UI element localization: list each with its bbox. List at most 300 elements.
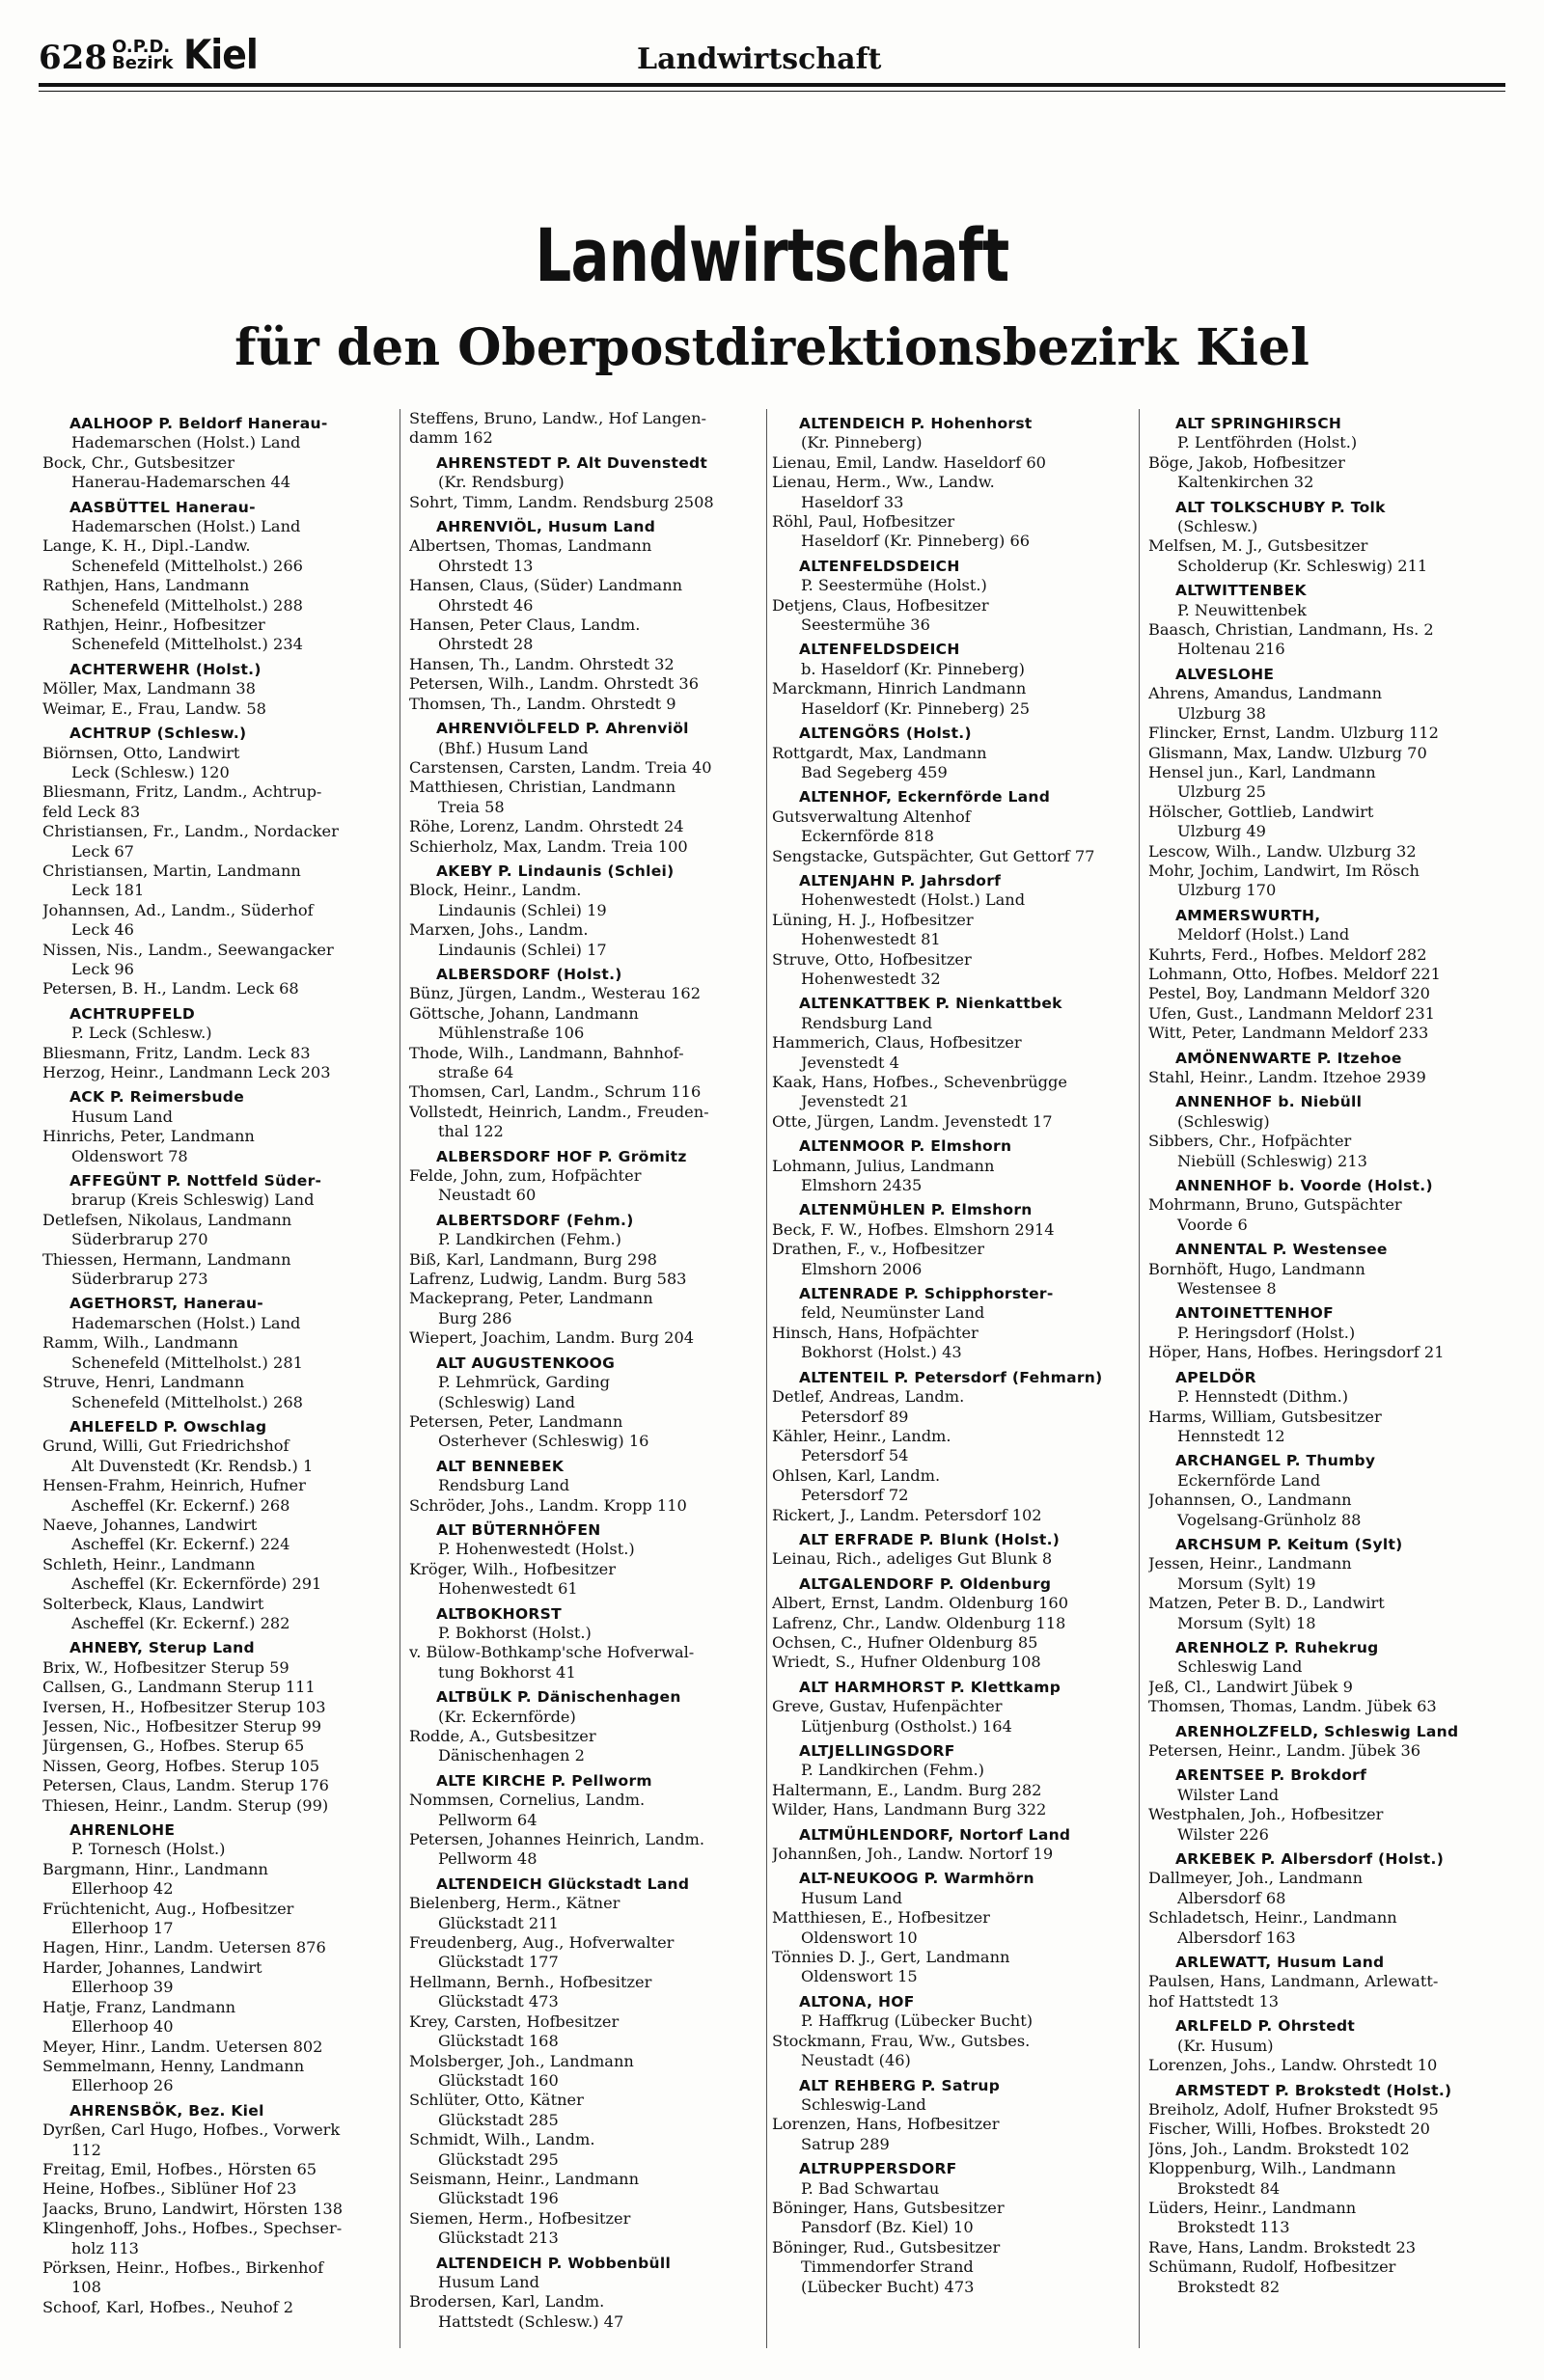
running-head — [39, 25, 1505, 83]
locality-heading: ARMSTEDT P. Brokstedt (Holst.) — [1175, 2081, 1452, 2099]
entry-continuation: P. Neuwittenbek — [1177, 600, 1307, 619]
directory-entry: Brix, W., Hofbesitzer Sterup 59 — [42, 1657, 290, 1677]
entry-continuation: Neustadt 60 — [438, 1186, 537, 1205]
entry-continuation: Burg 286 — [438, 1308, 512, 1327]
locality-heading: AHLEFELD P. Owschlag — [69, 1417, 267, 1436]
directory-entry: Pörksen, Heinr., Hofbes., Birkenhof — [42, 2257, 324, 2277]
directory-entry: Stockmann, Frau, Ww., Gutsbes. — [772, 2031, 1031, 2050]
locality-heading: ALTENKATTBEK P. Nienkattbek — [799, 995, 1062, 1013]
entry-continuation: Brokstedt 113 — [1177, 2218, 1290, 2237]
locality-heading: ALTENFELDSDEICH — [799, 641, 960, 659]
directory-entry: Hinrichs, Peter, Landmann — [42, 1127, 255, 1146]
locality-heading: ALT REHBERG P. Satrup — [799, 2076, 1001, 2094]
entry-continuation: Seestermühe 36 — [801, 616, 930, 635]
locality-heading: ALBERTSDORF (Fehm.) — [436, 1211, 634, 1229]
locality-heading: ALT SPRINGHIRSCH — [1175, 415, 1342, 432]
entry-continuation: Ellerhoop 42 — [71, 1879, 174, 1899]
entry-continuation: Ulzburg 38 — [1177, 703, 1266, 723]
locality-heading: AALHOOP P. Beldorf Hanerau- — [69, 415, 328, 432]
entry-continuation: Scholderup (Kr. Schleswig) 211 — [1177, 556, 1428, 575]
directory-entry: Paulsen, Hans, Landmann, Arlewatt- — [1148, 1972, 1439, 1991]
entry-continuation: Oldenswort 78 — [71, 1146, 188, 1165]
entry-continuation: Lindaunis (Schlei) 17 — [438, 940, 607, 959]
district-name: Kiel — [183, 31, 258, 78]
directory-column-1 — [42, 409, 390, 2348]
directory-entry: Ramm, Wilh., Landmann — [42, 1333, 238, 1353]
entry-continuation: Pellworm 64 — [438, 1810, 538, 1829]
entry-continuation: Ulzburg 49 — [1177, 822, 1266, 841]
locality-heading: ALTGALENDORF P. Oldenburg — [799, 1574, 1052, 1593]
entry-continuation: P. Leck (Schlesw.) — [71, 1024, 212, 1043]
entry-continuation: Haseldorf (Kr. Pinneberg) 66 — [801, 532, 1031, 551]
entry-continuation: Pellworm 48 — [438, 1849, 538, 1869]
directory-entry: Jeß, Cl., Landwirt Jübek 9 — [1148, 1677, 1353, 1696]
entry-continuation: Glückstadt 168 — [438, 2032, 559, 2051]
locality-heading: ACHTERWEHR (Holst.) — [69, 660, 262, 678]
directory-entry: Wriedt, S., Hufner Oldenburg 108 — [772, 1653, 1041, 1672]
directory-entry: Witt, Peter, Landmann Meldorf 233 — [1148, 1024, 1429, 1043]
entry-continuation: Hohenwestedt 32 — [801, 969, 941, 988]
entry-continuation: Glückstadt 285 — [438, 2110, 559, 2129]
locality-heading: ALTENRADE P. Schipphorster- — [799, 1285, 1054, 1303]
entry-continuation: Hanerau-Hademarschen 44 — [71, 473, 291, 492]
entry-continuation: Ohrstedt 13 — [438, 556, 534, 575]
entry-continuation: P. Haffkrug (Lübecker Bucht) — [801, 2011, 1034, 2031]
page-number: 628 — [39, 39, 107, 77]
entry-continuation: Hohenwestedt 61 — [438, 1579, 578, 1599]
entry-continuation: P. Lentföhrden (Holst.) — [1177, 433, 1358, 452]
locality-heading: ARENHOLZ P. Ruhekrug — [1175, 1638, 1379, 1656]
directory-entry: Matthiesen, E., Hofbesitzer — [772, 1908, 990, 1928]
locality-heading: ALTENDEICH P. Hohenhorst — [799, 415, 1033, 432]
directory-entry: Greve, Gustav, Hufenpächter — [772, 1697, 1003, 1716]
locality-heading: AHRENLOHE — [69, 1821, 176, 1840]
entry-continuation: P. Seestermühe (Holst.) — [801, 576, 987, 595]
entry-continuation: (Schleswig) Land — [438, 1392, 576, 1411]
directory-entry: Pestel, Boy, Landmann Meldorf 320 — [1148, 984, 1430, 1003]
entry-continuation: Schenefeld (Mittelholst.) 268 — [71, 1392, 303, 1411]
entry-continuation: (Schleswig) — [1177, 1111, 1270, 1131]
directory-entry: Carstensen, Carsten, Landm. Treia 40 — [409, 757, 712, 777]
entry-continuation: P. Bad Schwartau — [801, 2178, 940, 2198]
directory-entry: Mohrmann, Bruno, Gutspächter — [1148, 1195, 1402, 1215]
directory-entry: Haltermann, E., Landm. Burg 282 — [772, 1780, 1042, 1799]
locality-heading: ANTOINETTENHOF — [1175, 1304, 1335, 1323]
directory-entry: Jaacks, Bruno, Landwirt, Hörsten 138 — [42, 2199, 344, 2218]
directory-entry: Petersen, Heinr., Landm. Jübek 36 — [1148, 1741, 1421, 1760]
directory-entry: Hansen, Claus, (Süder) Landmann — [409, 576, 683, 595]
directory-entry: Otte, Jürgen, Landm. Jevenstedt 17 — [772, 1111, 1053, 1131]
directory-entry: Biörnsen, Otto, Landwirt — [42, 743, 240, 762]
directory-entry: Hansen, Peter Claus, Landm. — [409, 616, 641, 635]
locality-heading: ARENHOLZFELD, Schleswig Land — [1175, 1722, 1459, 1740]
directory-entry: Bliesmann, Fritz, Landm. Leck 83 — [42, 1043, 311, 1062]
entry-continuation: Hohenwestedt 81 — [801, 930, 941, 949]
directory-entry: Böge, Jakob, Hofbesitzer — [1148, 452, 1345, 472]
directory-entry: Freudenberg, Aug., Hofverwalter — [409, 1933, 675, 1953]
directory-entry: Sohrt, Timm, Landm. Rendsburg 2508 — [409, 492, 714, 511]
directory-entry: Bornhöft, Hugo, Landmann — [1148, 1259, 1365, 1278]
directory-entry: Nommsen, Cornelius, Landm. — [409, 1791, 646, 1810]
directory-entry: Callsen, G., Landmann Sterup 111 — [42, 1678, 316, 1697]
directory-entry: Hinsch, Hans, Hofpächter — [772, 1323, 979, 1342]
directory-entry: v. Bülow-Bothkamp'sche Hofverwal- — [409, 1643, 695, 1662]
directory-entry: Flincker, Ernst, Landm. Ulzburg 112 — [1148, 724, 1439, 743]
directory-entry: Klingenhoff, Johs., Hofbes., Spechser- — [42, 2219, 343, 2238]
locality-heading: ARLEWATT, Husum Land — [1175, 1954, 1385, 1972]
entry-continuation: Rendsburg Land — [801, 1013, 933, 1032]
directory-entry: Petersen, B. H., Landm. Leck 68 — [42, 979, 299, 999]
directory-entry: Stahl, Heinr., Landm. Itzehoe 2939 — [1148, 1068, 1426, 1086]
locality-heading: ALTENHOF, Eckernförde Land — [799, 788, 1051, 807]
directory-entry: Höper, Hans, Hofbes. Heringsdorf 21 — [1148, 1343, 1445, 1362]
entry-continuation: 112 — [71, 2140, 101, 2159]
directory-entry: Früchtenicht, Aug., Hofbesitzer — [42, 1899, 294, 1918]
directory-entry: Detlef, Andreas, Landm. — [772, 1387, 965, 1407]
directory-entry: Krey, Carsten, Hofbesitzer — [409, 2011, 620, 2031]
locality-heading: AHRENSBÖK, Bez. Kiel — [69, 2101, 264, 2120]
directory-entry: Böninger, Rud., Gutsbesitzer — [772, 2237, 1001, 2257]
directory-entry: Baasch, Christian, Landmann, Hs. 2 — [1148, 620, 1434, 640]
directory-entry: Heine, Hofbes., Siblüner Hof 23 — [42, 2179, 297, 2199]
locality-heading: ALT HARMHORST P. Klettkamp — [799, 1678, 1062, 1696]
entry-continuation: Westensee 8 — [1177, 1279, 1277, 1299]
directory-entry: Rickert, J., Landm. Petersdorf 102 — [772, 1505, 1042, 1524]
directory-entry: Hölscher, Gottlieb, Landwirt — [1148, 802, 1374, 821]
entry-continuation: P. Hennstedt (Dithm.) — [1177, 1387, 1349, 1407]
locality-heading: ALT AUGUSTENKOOG — [436, 1354, 616, 1372]
locality-heading: AFFEGÜNT P. Nottfeld Süder- — [69, 1172, 322, 1190]
directory-entry: Leinau, Rich., adeliges Gut Blunk 8 — [772, 1549, 1053, 1569]
directory-entry: Schröder, Johs., Landm. Kropp 110 — [409, 1495, 687, 1515]
directory-entry: Hensel jun., Karl, Landmann — [1148, 762, 1376, 781]
directory-entry: Brodersen, Karl, Landm. — [409, 2292, 605, 2312]
directory-entry: Block, Heinr., Landm. — [409, 881, 582, 900]
directory-entry: Kaak, Hans, Hofbes., Schevenbrügge — [772, 1073, 1067, 1091]
entry-continuation: Alt Duvenstedt (Kr. Rendsb.) 1 — [71, 1456, 314, 1475]
directory-entry: Jöns, Joh., Landm. Brokstedt 102 — [1148, 2139, 1410, 2158]
directory-entry: Lienau, Herm., Ww., Landw. — [772, 473, 995, 492]
directory-entry: Wilder, Hans, Landmann Burg 322 — [772, 1800, 1047, 1819]
locality-heading: ACK P. Reimersbude — [69, 1088, 245, 1107]
locality-heading: ALTENDEICH Glückstadt Land — [436, 1874, 690, 1893]
locality-heading: ARLFELD P. Ohrstedt — [1175, 2017, 1356, 2036]
entry-continuation: Satrup 289 — [801, 2134, 890, 2153]
entry-continuation: Elmshorn 2435 — [801, 1176, 923, 1195]
entry-continuation: Voorde 6 — [1177, 1215, 1248, 1234]
directory-entry: Struve, Otto, Hofbesitzer — [772, 949, 972, 969]
locality-heading: ALTJELLINGSDORF — [799, 1742, 955, 1760]
directory-entry: Matzen, Peter B. D., Landwirt — [1148, 1594, 1385, 1613]
entry-continuation: straße 64 — [438, 1063, 514, 1081]
directory-entry: Dallmeyer, Joh., Landmann — [1148, 1869, 1364, 1888]
entry-continuation: (Kr. Husum) — [1177, 2036, 1274, 2055]
directory-entry: Göttsche, Johann, Landmann — [409, 1003, 639, 1023]
entry-continuation: Hademarschen (Holst.) Land — [71, 1313, 301, 1332]
entry-continuation: Hennstedt 12 — [1177, 1426, 1285, 1445]
entry-continuation: Oldenswort 15 — [801, 1967, 918, 1986]
directory-entry: Thomsen, Thomas, Landm. Jübek 63 — [1148, 1697, 1437, 1716]
directory-entry: Mackeprang, Peter, Landmann — [409, 1289, 653, 1308]
locality-heading: ARCHSUM P. Keitum (Sylt) — [1175, 1535, 1403, 1553]
directory-entry: Rodde, A., Gutsbesitzer — [409, 1727, 596, 1745]
directory-entry: Vollstedt, Heinrich, Landm., Freuden- — [409, 1102, 709, 1121]
entry-continuation: Ascheffel (Kr. Eckernf.) 224 — [71, 1535, 290, 1554]
opd-line-2: Bezirk — [112, 53, 174, 73]
entry-continuation: Eckernförde 818 — [801, 827, 934, 846]
directory-entry: Lüning, H. J., Hofbesitzer — [772, 910, 974, 929]
entry-continuation: Leck 96 — [71, 959, 134, 978]
entry-continuation: Schleswig-Land — [801, 2094, 926, 2114]
directory-entry: Röhl, Paul, Hofbesitzer — [772, 512, 955, 532]
entry-continuation: Wilster 226 — [1177, 1824, 1269, 1844]
directory-entry: Westphalen, Joh., Hofbesitzer — [1148, 1805, 1384, 1824]
directory-entry: Tönnies D. J., Gert, Landmann — [772, 1948, 1010, 1967]
entry-continuation: Oldenswort 10 — [801, 1928, 918, 1947]
entry-continuation: Hademarschen (Holst.) Land — [71, 433, 301, 452]
locality-heading: ALT BÜTERNHÖFEN — [436, 1520, 601, 1539]
entry-continuation: Lütjenburg (Ostholst.) 164 — [801, 1716, 1012, 1736]
entry-continuation: brarup (Kreis Schleswig) Land — [71, 1190, 315, 1210]
entry-continuation: Glückstadt 295 — [438, 2149, 559, 2169]
directory-entry: Lange, K. H., Dipl.-Landw. — [42, 536, 251, 556]
directory-entry: Ahrens, Amandus, Landmann — [1148, 684, 1382, 703]
entry-continuation: b. Haseldorf (Kr. Pinneberg) — [801, 659, 1025, 678]
locality-heading: ALTBÜLK P. Dänischenhagen — [436, 1688, 681, 1707]
entry-continuation: Haseldorf 33 — [801, 492, 904, 511]
entry-continuation: P. Hohenwestedt (Holst.) — [438, 1540, 635, 1559]
header-rule-thick — [39, 83, 1505, 87]
directory-entry: Drathen, F., v., Hofbesitzer — [772, 1240, 985, 1259]
locality-heading: AASBÜTTEL Hanerau- — [69, 498, 256, 516]
entry-continuation: Pansdorf (Bz. Kiel) 10 — [801, 2218, 974, 2237]
entry-continuation: Elmshorn 2006 — [801, 1259, 923, 1278]
entry-continuation: Morsum (Sylt) 18 — [1177, 1613, 1316, 1632]
directory-entry: Lorenzen, Johs., Landw. Ohrstedt 10 — [1148, 2056, 1438, 2075]
directory-entry: Rottgardt, Max, Landmann — [772, 743, 987, 762]
directory-entry: Hellmann, Bernh., Hofbesitzer — [409, 1972, 652, 1991]
locality-heading: ALTENFELDSDEICH — [799, 557, 960, 575]
entry-continuation: Brokstedt 82 — [1177, 2277, 1281, 2296]
directory-column-4 — [1148, 409, 1502, 2348]
entry-continuation: Ulzburg 25 — [1177, 782, 1266, 802]
entry-continuation: Schenefeld (Mittelholst.) 281 — [71, 1353, 303, 1372]
entry-continuation: Schleswig Land — [1177, 1657, 1303, 1677]
entry-continuation: Timmendorfer Strand — [801, 2257, 974, 2277]
directory-entry: Freitag, Emil, Hofbes., Hörsten 65 — [42, 2159, 317, 2178]
directory-entry: Sengstacke, Gutspächter, Gut Gettorf 77 — [772, 846, 1095, 865]
entry-continuation: Ellerhoop 17 — [71, 1919, 174, 1938]
directory-entry: Naeve, Johannes, Landwirt — [42, 1515, 258, 1534]
entry-continuation: Niebüll (Schleswig) 213 — [1177, 1151, 1367, 1170]
entry-continuation: Wilster Land — [1177, 1785, 1280, 1804]
entry-continuation: feld, Neumünster Land — [801, 1303, 985, 1323]
directory-entry: Felde, John, zum, Hofpächter — [409, 1166, 642, 1186]
locality-heading: ALTENMOOR P. Elmshorn — [799, 1137, 1012, 1156]
entry-continuation: Petersdorf 72 — [801, 1486, 909, 1505]
directory-entry: Struve, Henri, Landmann — [42, 1373, 245, 1392]
entry-continuation: Ellerhoop 40 — [71, 2017, 174, 2037]
entry-continuation: P. Landkirchen (Fehm.) — [438, 1230, 621, 1249]
locality-heading: ANNENHOF b. Voorde (Holst.) — [1175, 1177, 1433, 1195]
entry-continuation: P. Heringsdorf (Holst.) — [1177, 1323, 1356, 1342]
entry-continuation: Hademarschen (Holst.) Land — [71, 517, 301, 536]
directory-entry: Schierholz, Max, Landm. Treia 100 — [409, 836, 688, 856]
directory-entry: Kloppenburg, Wilh., Landmann — [1148, 2159, 1396, 2178]
entry-continuation: Eckernförde Land — [1177, 1470, 1321, 1490]
directory-column-2 — [409, 409, 768, 2348]
directory-entry: Wiepert, Joachim, Landm. Burg 204 — [409, 1328, 695, 1348]
entry-continuation: Petersdorf 89 — [801, 1407, 909, 1426]
entry-continuation: Morsum (Sylt) 19 — [1177, 1573, 1316, 1593]
entry-continuation: (Kr. Rendsburg) — [438, 473, 565, 492]
entry-continuation: thal 122 — [438, 1122, 504, 1141]
directory-entry: Rathjen, Hans, Landmann — [42, 576, 250, 595]
directory-entry: Dyrßen, Carl Hugo, Hofbes., Vorwerk — [42, 2120, 341, 2140]
section-name: Landwirtschaft — [637, 42, 882, 76]
locality-heading: ALT ERFRADE P. Blunk (Holst.) — [799, 1530, 1061, 1548]
entry-continuation: Glückstadt 211 — [438, 1913, 559, 1932]
directory-entry: Röhe, Lorenz, Landm. Ohrstedt 24 — [409, 817, 684, 836]
entry-continuation: Glückstadt 213 — [438, 2229, 559, 2248]
locality-heading: ACHTRUP (Schlesw.) — [69, 725, 247, 743]
locality-heading: AHRENVIÖLFELD P. Ahrenviöl — [436, 720, 689, 738]
directory-entry: Johannsen, O., Landmann — [1148, 1491, 1352, 1510]
locality-heading: ALTMÜHLENDORF, Nortorf Land — [799, 1825, 1071, 1844]
directory-entry: Petersen, Wilh., Landm. Ohrstedt 36 — [409, 674, 700, 694]
directory-entry: Bielenberg, Herm., Kätner — [409, 1894, 620, 1913]
directory-entry: Rave, Hans, Landm. Brokstedt 23 — [1148, 2237, 1417, 2257]
entry-continuation: Glückstadt 177 — [438, 1953, 559, 1972]
directory-entry: Thomsen, Carl, Landm., Schrum 116 — [409, 1082, 702, 1102]
entry-continuation: P. Landkirchen (Fehm.) — [801, 1761, 984, 1780]
locality-heading: AMÖNENWARTE P. Itzehoe — [1175, 1049, 1402, 1067]
directory-entry: Ufen, Gust., Landmann Meldorf 231 — [1148, 1003, 1435, 1023]
directory-entry: Grund, Willi, Gut Friedrichshof — [42, 1436, 290, 1456]
entry-continuation: tung Bokhorst 41 — [438, 1662, 576, 1682]
directory-entry: feld Leck 83 — [42, 802, 141, 821]
entry-continuation: Schenefeld (Mittelholst.) 288 — [71, 595, 303, 615]
locality-heading: ACHTRUPFELD — [69, 1004, 196, 1023]
locality-heading: ALTENJAHN P. Jahrsdorf — [799, 871, 1002, 889]
entry-continuation: 108 — [71, 2278, 101, 2297]
entry-continuation: Glückstadt 196 — [438, 2189, 559, 2208]
directory-entry: Thiessen, Hermann, Landmann — [42, 1249, 291, 1269]
entry-continuation: Schenefeld (Mittelholst.) 234 — [71, 635, 303, 654]
entry-continuation: Hattstedt (Schlesw.) 47 — [438, 2312, 624, 2331]
locality-heading: ALTBOKHORST — [436, 1604, 563, 1623]
directory-entry: Harms, William, Gutsbesitzer — [1148, 1407, 1382, 1426]
entry-continuation: (Schlesw.) — [1177, 517, 1258, 536]
entry-continuation: Brokstedt 84 — [1177, 2178, 1281, 2198]
directory-entry: Lafrenz, Ludwig, Landm. Burg 583 — [409, 1270, 687, 1289]
directory-entry: Ohlsen, Karl, Landm. — [772, 1465, 941, 1485]
directory-entry: Jürgensen, G., Hofbes. Sterup 65 — [42, 1737, 305, 1756]
entry-continuation: P. Lehmrück, Garding — [438, 1373, 610, 1392]
directory-entry: Marxen, Johs., Landm. — [409, 920, 589, 940]
directory-entry: Lohmann, Otto, Hofbes. Meldorf 221 — [1148, 964, 1441, 983]
directory-entry: Siemen, Herm., Hofbesitzer — [409, 2208, 631, 2228]
entry-continuation: Albersdorf 163 — [1177, 1928, 1296, 1947]
directory-entry: Detlefsen, Nikolaus, Landmann — [42, 1210, 292, 1229]
directory-entry: Hensen-Frahm, Heinrich, Hufner — [42, 1476, 306, 1495]
opd-label — [112, 39, 173, 71]
directory-entry: Weimar, E., Frau, Landw. 58 — [42, 698, 266, 718]
directory-entry: Schlüter, Otto, Kätner — [409, 2091, 584, 2110]
directory-entry: Johannßen, Joh., Landw. Nortorf 19 — [772, 1845, 1054, 1864]
entry-continuation: Treia 58 — [438, 797, 505, 816]
directory-entry: Fischer, Willi, Hofbes. Brokstedt 20 — [1148, 2120, 1430, 2139]
directory-entry: Lohmann, Julius, Landmann — [772, 1156, 995, 1175]
entry-continuation: Rendsburg Land — [438, 1476, 570, 1495]
entry-continuation: Ohrstedt 28 — [438, 635, 534, 654]
directory-entry: Steffens, Bruno, Landw., Hof Langen- — [409, 409, 707, 427]
directory-entry: Bünz, Jürgen, Landm., Westerau 162 — [409, 984, 701, 1003]
locality-heading: ALVESLOHE — [1175, 665, 1275, 683]
directory-entry: Matthiesen, Christian, Landmann — [409, 778, 676, 797]
locality-heading: ALT TOLKSCHUBY P. Tolk — [1175, 498, 1386, 516]
entry-continuation: Ulzburg 170 — [1177, 881, 1277, 900]
opd-line-1: O.P.D. — [112, 37, 171, 57]
directory-entry: Jessen, Nic., Hofbesitzer Sterup 99 — [42, 1717, 322, 1736]
entry-continuation: Ohrstedt 46 — [438, 595, 534, 615]
directory-entry: Johannsen, Ad., Landm., Süderhof — [42, 900, 314, 919]
directory-entry: Schmidt, Wilh., Landm. — [409, 2130, 595, 2149]
directory-column-3 — [772, 409, 1131, 2348]
directory-entry: Biß, Karl, Landmann, Burg 298 — [409, 1249, 657, 1269]
directory-entry: Lafrenz, Chr., Landw. Oldenburg 118 — [772, 1613, 1066, 1632]
entry-continuation: Jevenstedt 21 — [801, 1092, 910, 1111]
directory-entry: Kröger, Wilh., Hofbesitzer — [409, 1559, 616, 1578]
locality-heading: ALTE KIRCHE P. Pellworm — [436, 1771, 652, 1790]
locality-heading: AHNEBY, Sterup Land — [69, 1639, 255, 1657]
entry-continuation: Bad Segeberg 459 — [801, 762, 948, 781]
directory-entry: Jessen, Heinr., Landmann — [1148, 1554, 1352, 1573]
entry-continuation: Kaltenkirchen 32 — [1177, 473, 1314, 492]
entry-continuation: Leck 181 — [71, 881, 145, 900]
directory-entry: Nissen, Georg, Hofbes. Sterup 105 — [42, 1756, 320, 1775]
directory-entry: Thode, Wilh., Landmann, Bahnhof- — [409, 1043, 684, 1062]
locality-heading: ALBERSDORF (Holst.) — [436, 965, 622, 983]
entry-continuation: Husum Land — [801, 1888, 902, 1907]
directory-entry: Gutsverwaltung Altenhof — [772, 807, 971, 826]
directory-entry: Hammerich, Claus, Hofbesitzer — [772, 1033, 1022, 1053]
entry-continuation: holz 113 — [71, 2238, 139, 2257]
locality-heading: ALTRUPPERSDORF — [799, 2160, 957, 2178]
locality-heading: ALTWITTENBEK — [1175, 582, 1307, 600]
directory-entry: Molsberger, Joh., Landmann — [409, 2051, 634, 2070]
entry-continuation: P. Tornesch (Holst.) — [71, 1840, 226, 1859]
entry-continuation: Neustadt (46) — [801, 2051, 911, 2070]
entry-continuation: Ascheffel (Kr. Eckernf.) 282 — [71, 1613, 290, 1632]
entry-continuation: Holtenau 216 — [1177, 640, 1285, 659]
locality-heading: AHRENVIÖL, Husum Land — [436, 518, 656, 536]
directory-entry: Albertsen, Thomas, Landmann — [409, 536, 652, 556]
directory-entry: Schoof, Karl, Hofbes., Neuhof 2 — [42, 2297, 294, 2316]
entry-continuation: Vogelsang-Grünholz 88 — [1177, 1510, 1362, 1529]
directory-entry: Christiansen, Martin, Landmann — [42, 861, 301, 880]
directory-entry: Lorenzen, Hans, Hofbesitzer — [772, 2115, 1000, 2134]
entry-continuation: Ellerhoop 39 — [71, 1978, 174, 1997]
directory-entry: Kuhrts, Ferd., Hofbes. Meldorf 282 — [1148, 944, 1427, 964]
directory-entry: Petersen, Claus, Landm. Sterup 176 — [42, 1776, 329, 1795]
directory-entry: Melfsen, M. J., Gutsbesitzer — [1148, 536, 1368, 556]
entry-continuation: Meldorf (Holst.) Land — [1177, 925, 1350, 944]
page-title: Landwirtschaft — [535, 212, 1009, 298]
page-subtitle: für den Oberpostdirektionsbezirk Kiel — [234, 318, 1310, 377]
locality-heading: ALTENMÜHLEN P. Elmshorn — [799, 1201, 1033, 1219]
entry-continuation: Leck (Schlesw.) 120 — [71, 762, 230, 781]
